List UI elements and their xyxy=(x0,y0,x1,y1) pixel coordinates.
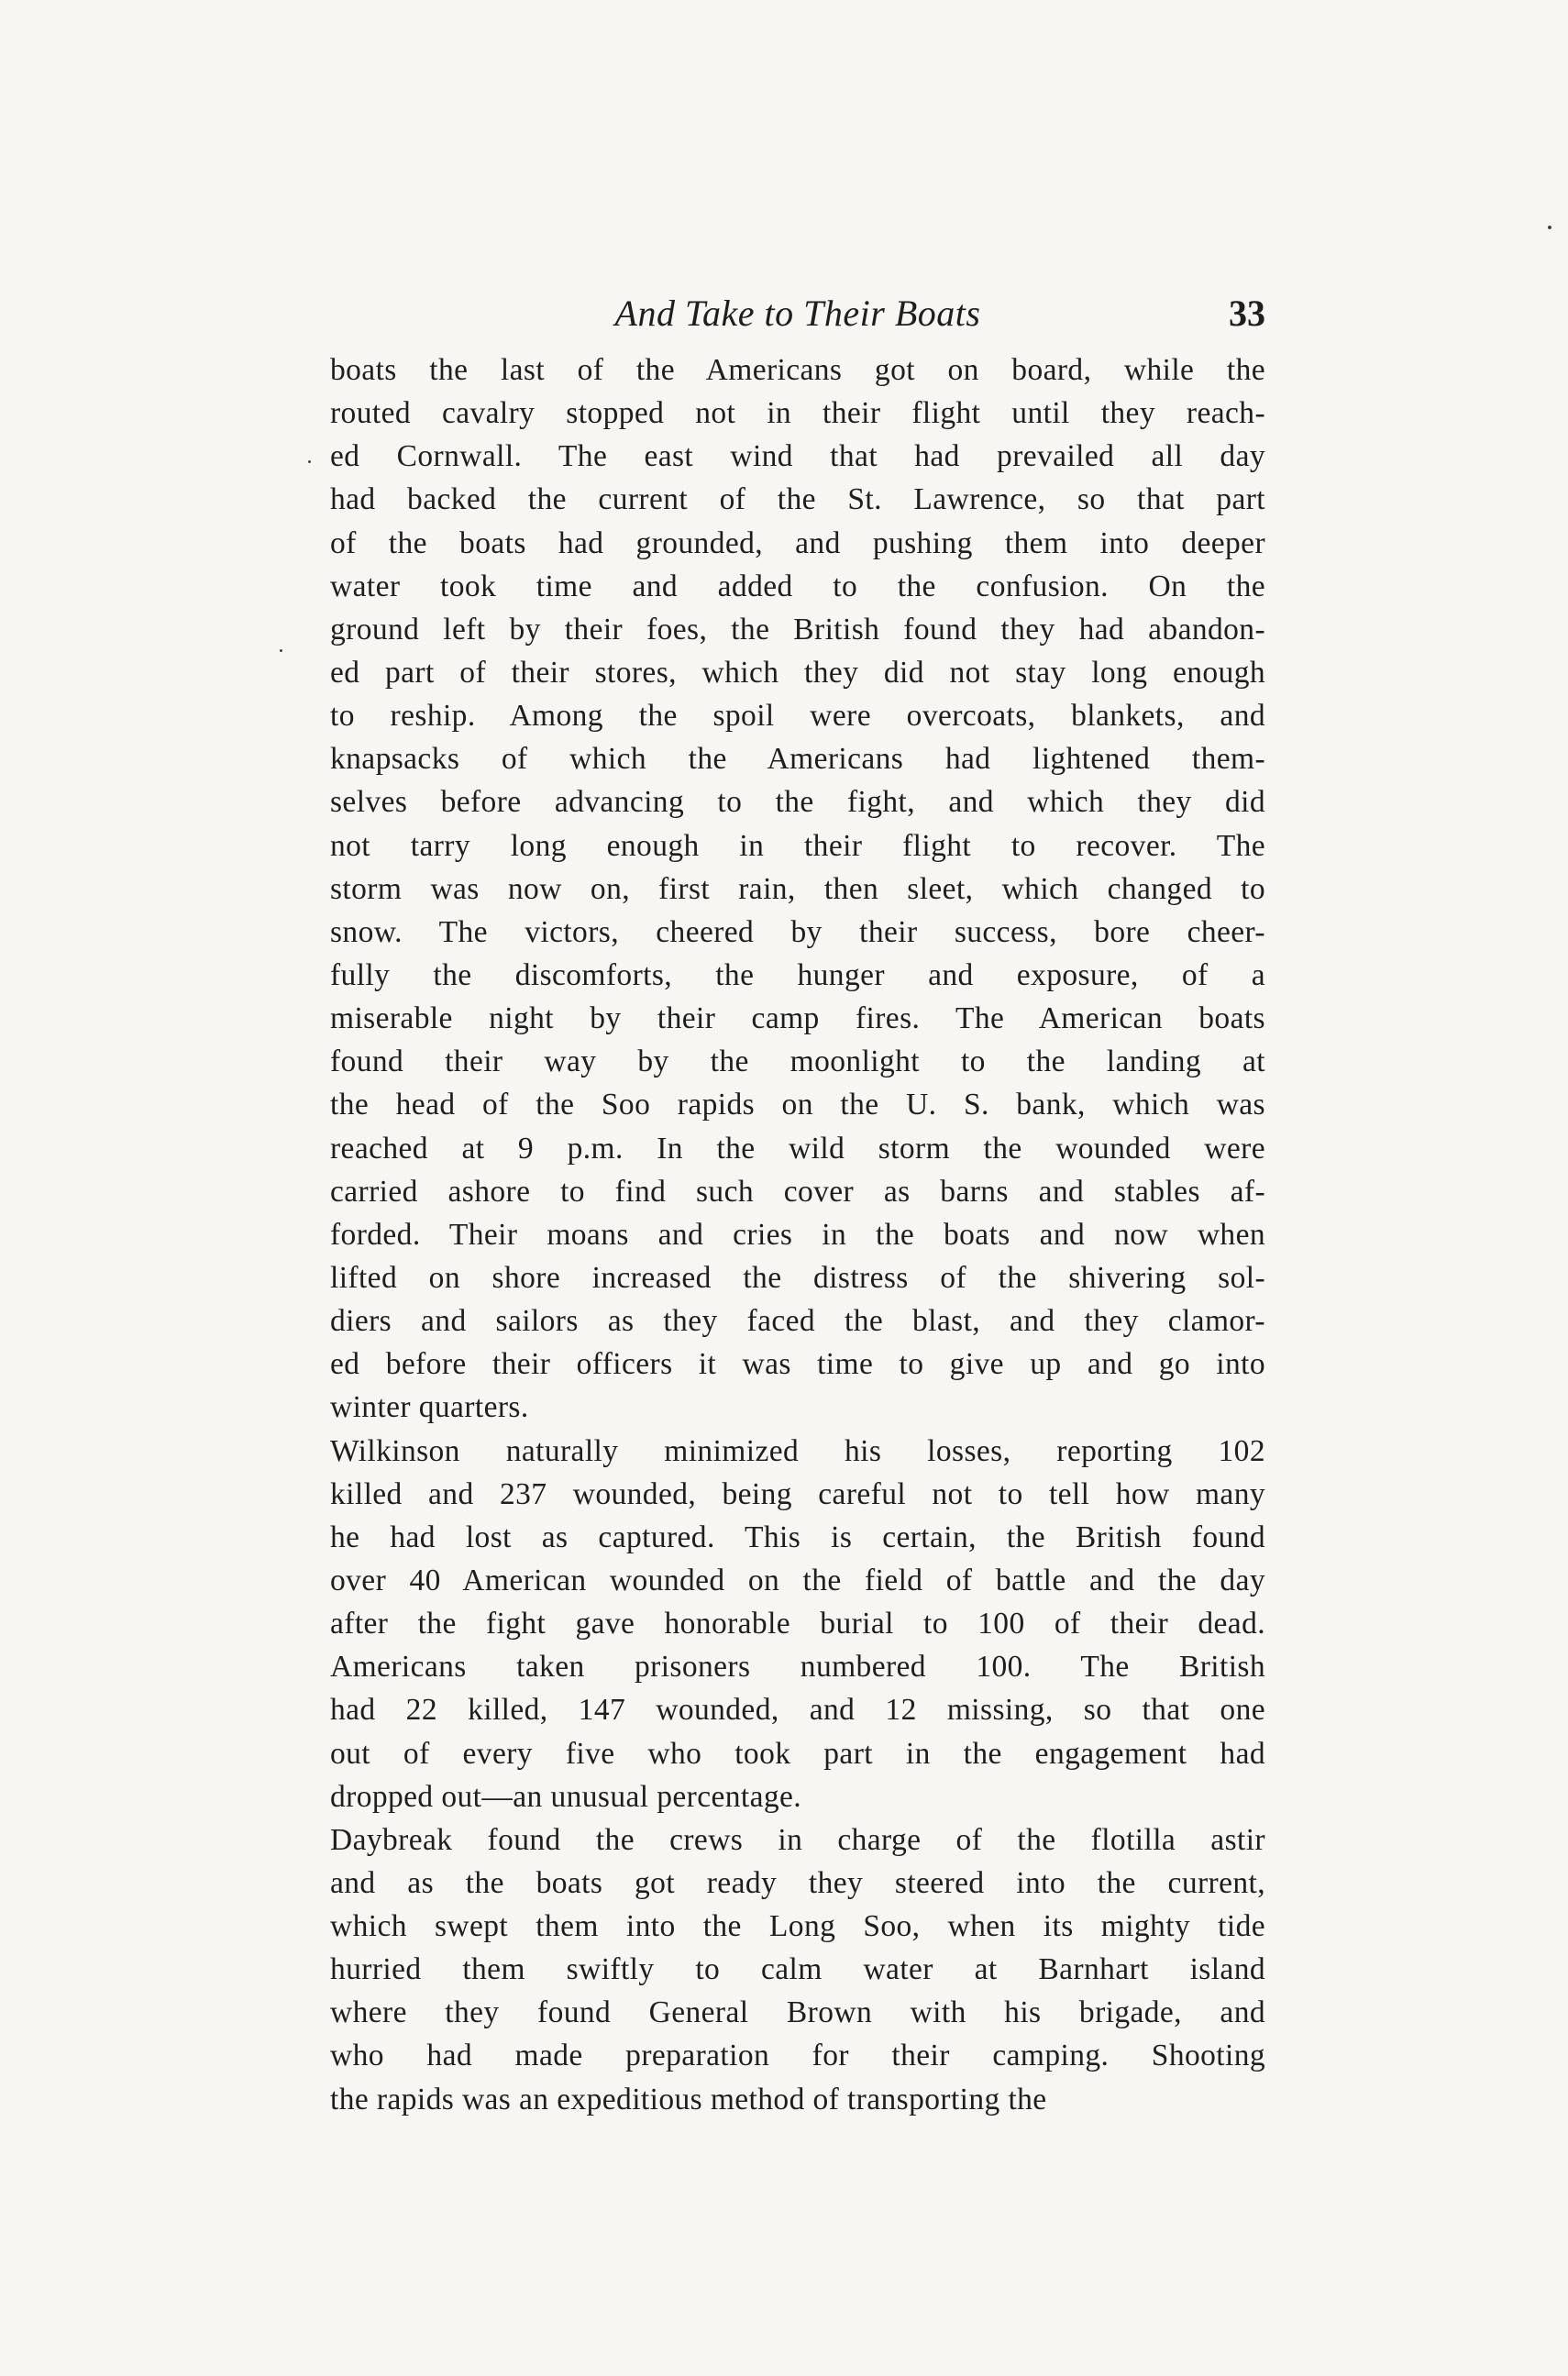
text-line: fully the discomforts, the hunger and exposure, of a xyxy=(330,957,1265,992)
text-line: storm was now on, first rain, then sleet, which changed to xyxy=(330,871,1265,906)
text-line: selves before advancing to the fight, and which they did xyxy=(330,785,1265,820)
paragraph xyxy=(330,348,1265,1430)
paragraph xyxy=(330,1818,1265,2121)
text-line: ground left by their foes, the British found they had abandon- xyxy=(330,612,1265,646)
text-line: routed cavalry stopped not in their flight until they reach- xyxy=(330,396,1265,431)
text-line: where they found General Brown with his brigade, and xyxy=(330,1995,1265,2030)
text-line: of the boats had grounded, and pushing them into deeper xyxy=(330,525,1265,560)
text-line: boats the last of the Americans got on board, while the xyxy=(330,353,1265,387)
text-line: dropped out—an unusual percentage. xyxy=(330,1779,802,1814)
text-line: after the fight gave honorable burial to 100 of their dead. xyxy=(330,1607,1265,1641)
text-line: snow. The victors, cheered by their success, bore cheer- xyxy=(330,914,1265,949)
text-line: ed part of their stores, which they did not stay long enough xyxy=(330,655,1265,690)
text-line: to reship. Among the spoil were overcoats, blankets, and xyxy=(330,699,1265,734)
text-line: lifted on shore increased the distress of the shivering sol- xyxy=(330,1260,1265,1295)
text-line: carried ashore to find such cover as barns and stables af- xyxy=(330,1174,1265,1209)
text-line: Wilkinson naturally minimized his losses, reporting 102 xyxy=(330,1433,1265,1468)
text-line: ed Cornwall. The east wind that had prevailed all day xyxy=(330,439,1265,474)
text-line: knapsacks of which the Americans had lightened them- xyxy=(330,742,1265,777)
text-line: who had made preparation for their camping. Shooting xyxy=(330,2039,1265,2073)
text-line: had backed the current of the St. Lawrence, so that part xyxy=(330,482,1265,517)
text-line: and as the boats got ready they steered into the current, xyxy=(330,1865,1265,1900)
text-line: miserable night by their camp fires. The American boats xyxy=(330,1001,1265,1036)
text-line: out of every five who took part in the engagement had xyxy=(330,1736,1265,1771)
text-line: winter quarters. xyxy=(330,1390,529,1425)
text-line: water took time and added to the confusion. On the xyxy=(330,569,1265,603)
text-line: had 22 killed, 147 wounded, and 12 missing, so that one xyxy=(330,1693,1265,1728)
text-line: the head of the Soo rapids on the U. S. bank, which was xyxy=(330,1088,1265,1122)
text-line: found their way by the moonlight to the landing at xyxy=(330,1044,1265,1079)
scan-speck xyxy=(1548,226,1551,229)
scan-speck xyxy=(308,460,311,463)
running-title: And Take to Their Boats xyxy=(614,293,981,334)
text-line: the rapids was an expeditious method of transporting the xyxy=(330,2082,1047,2116)
text-line: hurried them swiftly to calm water at Barnhart island xyxy=(330,1952,1265,1987)
text-line: which swept them into the Long Soo, when its mighty tide xyxy=(330,1909,1265,1944)
text-line: Americans taken prisoners numbered 100. The British xyxy=(330,1650,1265,1685)
body-text xyxy=(330,348,1265,2121)
text-line: over 40 American wounded on the field of battle and the day xyxy=(330,1563,1265,1597)
text-line: not tarry long enough in their flight to recover. The xyxy=(330,828,1265,863)
scan-speck xyxy=(280,649,282,652)
page-header xyxy=(330,286,1265,341)
text-line: forded. Their moans and cries in the boats and now when xyxy=(330,1217,1265,1252)
text-line: killed and 237 wounded, being careful not to tell how many xyxy=(330,1476,1265,1511)
text-line: ed before their officers it was time to give up and go into xyxy=(330,1347,1265,1382)
text-line: Daybreak found the crews in charge of the flotilla astir xyxy=(330,1822,1265,1857)
text-line: he had lost as captured. This is certain, the British found xyxy=(330,1520,1265,1554)
text-line: reached at 9 p.m. In the wild storm the wounded were xyxy=(330,1131,1265,1166)
text-line: diers and sailors as they faced the blast, and they clamor- xyxy=(330,1304,1265,1339)
page-number: 33 xyxy=(1229,293,1265,334)
paragraph xyxy=(330,1430,1265,1818)
